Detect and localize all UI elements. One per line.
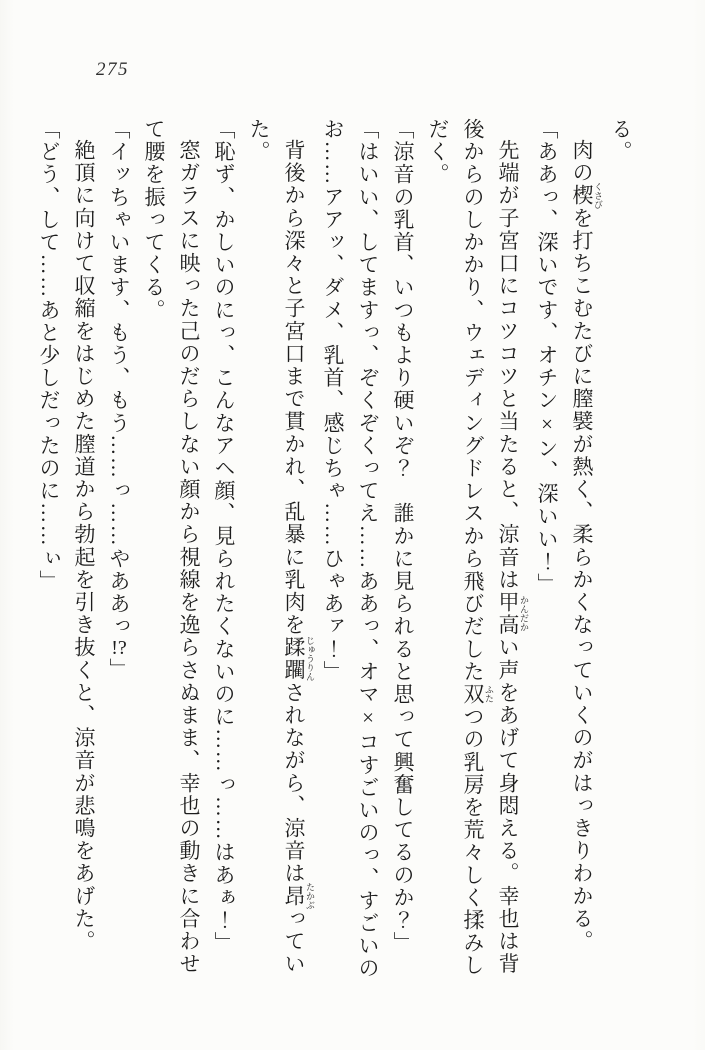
- tate-chu-yoko: !?: [111, 637, 127, 658]
- paragraph: 「イッちゃいます、もう、もう……っ……やああっ!?」: [107, 118, 131, 681]
- paragraph: 「涼音の乳首、いつもより硬いぞ？ 誰かに見られると思って興奮してるのか？」: [391, 118, 415, 955]
- paragraph: 肉の楔 くさびを打ちこむたびに膣襞が熱く、柔らかくなっていくのがはっきりわかる。: [570, 139, 603, 953]
- paragraph: 「はいい、してますっ、ぞくぞくってえ……ああっ、オマ×コすごいのっ、すごいのお……アアッ、ダメ、乳首、感じちゃ……ひゃあァ！」: [321, 118, 380, 980]
- ruby-annotated-word: 甲高 かんだか: [496, 591, 529, 637]
- paragraph: 先端が子宮口にコツコツと当たると、涼音は甲高 かんだかい声をあげて身悶える。幸也は背後からのしかかり、ウェディングドレスから飛びだした双 ふたつの乳房を荒々しく揉みしだく。: [426, 118, 529, 977]
- paragraph: 窓ガラスに映った己のだらしない顔から視線を逸らさぬまま、幸也の動きに合わせて腰を振ってくる。: [142, 118, 201, 976]
- page-text: [36, 118, 638, 980]
- page-number: 275: [96, 59, 129, 80]
- paragraph: 絶頂に向けて収縮をはじめた膣道から勃起を引き抜くと、涼音が悲鳴をあげた。: [72, 139, 96, 953]
- paragraph: 背後から深々と子宮口まで貫かれ、乱暴に乳肉を蹂躙 じゅうりんされながら、涼音は昂 たかぶっていた。: [247, 118, 315, 976]
- ruby-annotated-word: 蹂躙 じゅうりん: [282, 636, 315, 682]
- paragraph: 「ああっ、深いです、オチン×ン、深いい！」: [535, 118, 559, 596]
- paragraph: 「どう、して……あと少しだったのに……ぃ」: [37, 118, 61, 593]
- ruby-annotated-word: 昂 たかぶ: [282, 882, 315, 910]
- paragraph: 「恥ず、かしいのにっ、こんなアヘ顔、見られたくないのに……っ……はあぁ！」: [212, 118, 236, 955]
- ruby-annotated-word: 楔 くさび: [570, 182, 603, 210]
- paragraph: る。: [609, 118, 633, 164]
- ruby-annotated-word: 双 ふた: [461, 683, 494, 706]
